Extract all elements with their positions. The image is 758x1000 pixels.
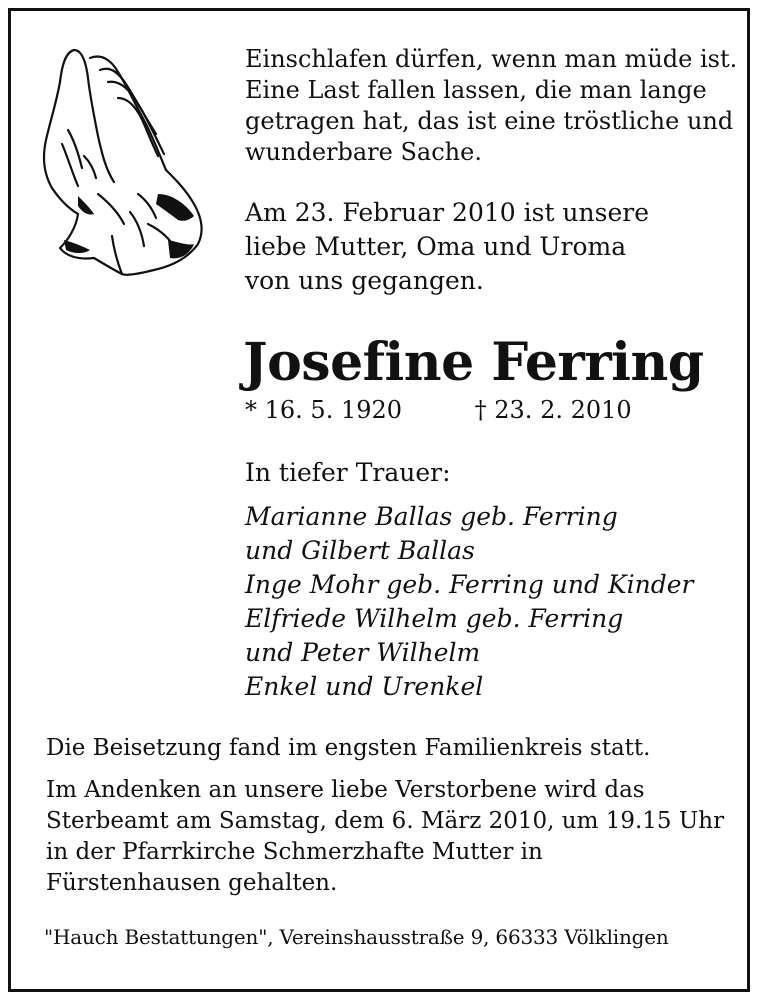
mourner-line: Inge Mohr geb. Ferring und Kinder [245,570,694,599]
mourner-line: Enkel und Urenkel [245,672,484,701]
memorial-mass [46,775,724,899]
memorial-line: Sterbeamt am Samstag, dem 6. März 2010, um 19.15 Uhr [46,808,725,834]
announcement-line: von uns gegangen. [245,266,484,295]
memorial-line: Fürstenhausen gehalten. [46,870,338,896]
mourner-line: und Peter Wilhelm [245,638,481,667]
life-dates [245,396,632,424]
mourners-heading: In tiefer Trauer: [245,458,451,487]
poem [245,44,737,168]
memorial-line: in der Pfarrkirche Schmerzhafte Mutter in [46,839,543,865]
burial-note [46,733,650,764]
praying-hands-icon [38,44,208,280]
death-date: † 23. 2. 2010 [474,396,632,424]
announcement-line: liebe Mutter, Oma und Uroma [245,232,627,261]
poem-line: getragen hat, das ist eine tröstliche und [245,107,734,135]
birth-date: * 16. 5. 1920 [245,396,403,424]
burial-text: Die Beisetzung fand im engsten Familienkreis statt. [46,735,651,761]
mourners [245,456,693,704]
poem-line: Eine Last fallen lassen, die man lange [245,76,707,104]
funeral-home-footer: "Hauch Bestattungen", Vereinshausstraße 9, 66333 Völklingen [44,925,669,949]
mourner-line: und Gilbert Ballas [245,536,475,565]
announcement-line: Am 23. Februar 2010 ist unsere [245,198,650,227]
poem-line: Einschlafen dürfen, wenn man müde ist. [245,45,738,73]
poem-line: wunderbare Sache. [245,138,482,166]
deceased-name: Josefine Ferring [243,332,704,393]
memorial-line: Im Andenken an unsere liebe Verstorbene wird das [46,777,645,803]
death-announcement [245,196,649,298]
mourner-line: Marianne Ballas geb. Ferring [245,502,618,531]
mourner-line: Elfriede Wilhelm geb. Ferring [245,604,624,633]
